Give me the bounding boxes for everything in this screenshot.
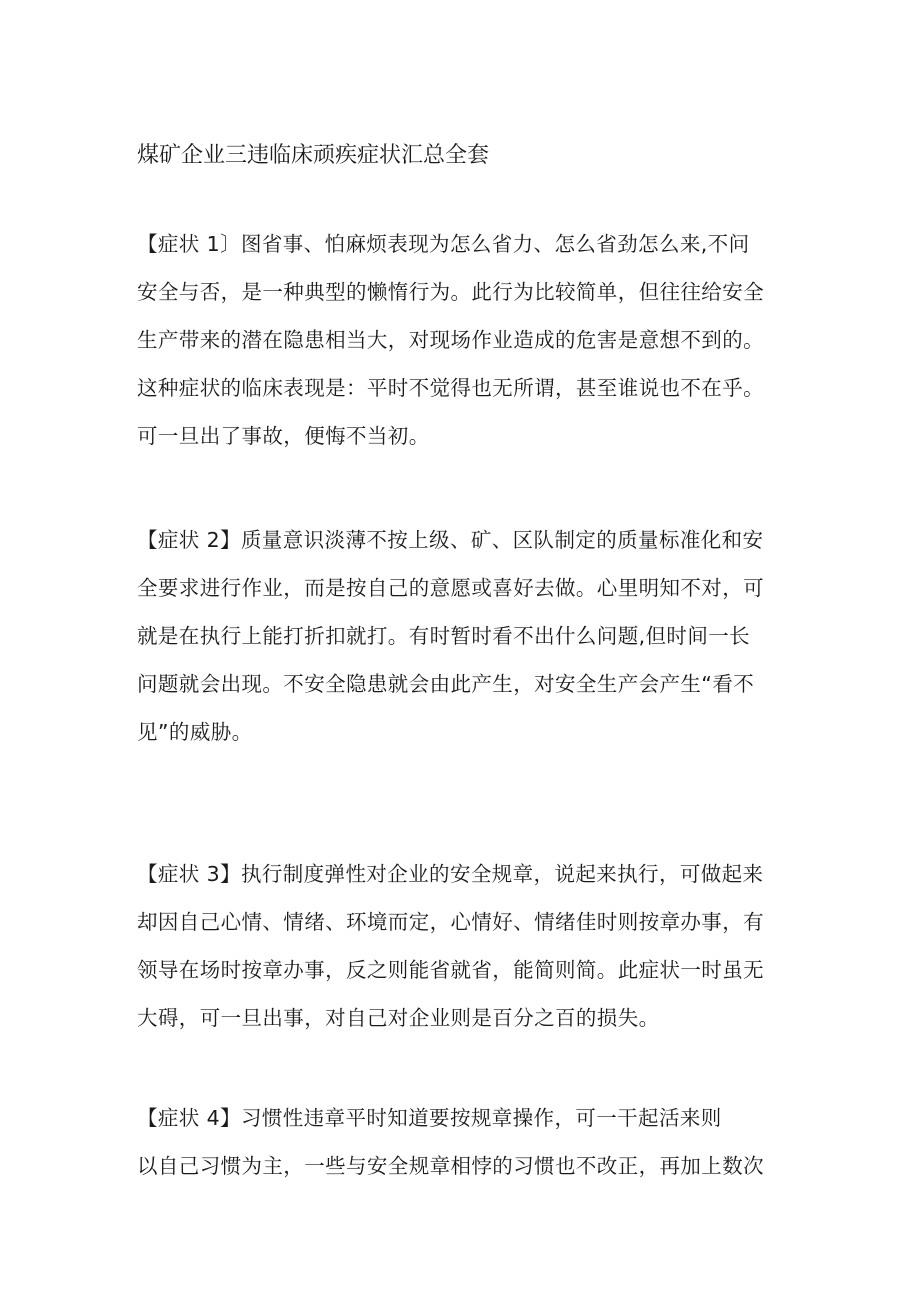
paragraph-symptom-2 [137, 516, 764, 756]
text-line: 全要求进行作业，而是按自己的意愿或喜好去做。心里明知不对，可 [137, 576, 764, 600]
text-line: 【症状 1〕图省事、怕麻烦表现为怎么省力、怎么省劲怎么来,不问 [137, 232, 750, 256]
text-line: 就是在执行上能打折扣就打。有时暂时看不出什么问题,但时间一长 [137, 624, 751, 648]
text-line: 见”的威胁。 [137, 720, 253, 744]
text-line: 问题就会出现。不安全隐患就会由此产生，对安全生产会产生“看不 [137, 672, 755, 696]
text-line: 大碍，可一旦出事，对自己对企业则是百分之百的损失。 [137, 1006, 660, 1030]
text-line: 却因自己心情、情绪、环境而定，心情好、情绪佳时则按章办事，有 [137, 910, 764, 934]
text-line: 以自己习惯为主，一些与安全规章相悖的习惯也不改正，再加上数次 [137, 1154, 764, 1178]
paragraph-symptom-3 [137, 850, 764, 1042]
paragraph-symptom-1 [137, 220, 764, 460]
text-line: 安全与否，是一种典型的懒惰行为。此行为比较简单，但往往给安全 [137, 280, 764, 304]
text-line: 领导在场时按章办事，反之则能省就省，能简则简。此症状一时虽无 [137, 958, 764, 982]
text-line: 【症状 4】习惯性违章平时知道要按规章操作，可一干起活来则 [137, 1106, 722, 1130]
document-title: 煤矿企业三违临床顽疾症状汇总全套 [137, 143, 490, 168]
paragraph-symptom-4 [137, 1094, 764, 1190]
text-line: 【症状 2】质量意识淡薄不按上级、矿、区队制定的质量标准化和安 [137, 528, 764, 552]
text-line: 【症状 3】执行制度弹性对企业的安全规章，说起来执行，可做起来 [137, 862, 764, 886]
text-line: 可一旦出了事故，便悔不当初。 [137, 424, 430, 448]
text-line: 生产带来的潜在隐患相当大，对现场作业造成的危害是意想不到的。 [137, 328, 764, 352]
text-line: 这种症状的临床表现是：平时不觉得也无所谓，甚至谁说也不在乎。 [137, 376, 764, 400]
